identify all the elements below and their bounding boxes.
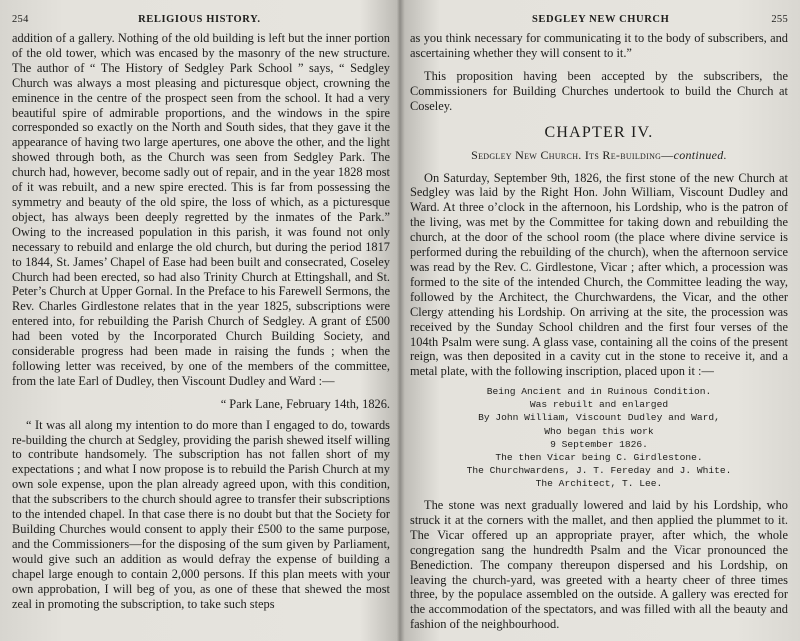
inscription-line: The Churchwardens, J. T. Fereday and J. White. (466, 464, 732, 476)
right-running-head (410, 14, 788, 25)
inscription-line: Was rebuilt and enlarged (529, 399, 669, 411)
inscription-line: Being Ancient and in Ruinous Condition. (486, 386, 712, 398)
inscription-block (410, 385, 788, 490)
left-running-head (12, 14, 390, 25)
inscription-line: The Architect, T. Lee. (535, 477, 663, 489)
inscription-line: Who began this work (544, 425, 654, 437)
chapter-subtitle-main: Sedgley New Church. Its Re-building— (471, 147, 674, 162)
right-paragraph-3: On Saturday, September 9th, 1826, the first stone of the new Church at Sedgley was laid by the Right Hon. John William, Viscount Dudley and Ward. At three o’clock in the afternoon, his Lordship, who is the patron of the living, was met by the Committee for taking down and rebuilding the church, at the door of the school room (the place where divine service is performed during the rebuilding of the church), when the afternoon service was read by the Rev. C. Girdlestone, Vicar ; after which, a procession was formed to the site of the intended Church, the Committee leading the way, followed by the Architect, the Churchwardens, the Vicar, and the other Clergy attending his Lordship. On arriving at the site, the procession was received by the Sunday School children and the first four verses of the 104th Psalm were sung. A glass vase, containing all the coins of the present reign, was then deposited in a cavity cut in the stone to receive it, and a metal plate, with the following inscription, placed upon it :— (410, 170, 788, 379)
right-paragraph-4: The stone was next gradually lowered and laid by his Lordship, who struck it at the corners with the mallet, and then applied the plummet to it. The Vicar offered up an appropriate prayer, after which, the whole congregation sang the hundredth Psalm and the Vicar pronounced the Benediction. The company thereupon dispersed and his Lordship, on leaving the church-yard, was greeted with a hearty cheer of three times three, by the populace assembled on the outside. A gallery was erected for the accommodation of the spectators, and was filled with all the beauty and fashion of the neighbourhood. (410, 497, 788, 632)
chapter-subtitle-italic: continued. (673, 147, 727, 162)
left-page-number: 254 (12, 14, 29, 25)
right-paragraph-2: This proposition having been accepted by the subscribers, the Commissioners for Building Churches undertook to build the Church at Coseley. (410, 68, 788, 113)
chapter-subtitle (410, 148, 788, 163)
letter-dateline: “ Park Lane, February 14th, 1826. (220, 396, 390, 411)
right-running-title: SEDGLEY NEW CHURCH (531, 14, 670, 25)
left-paragraph-2: “ It was all along my intention to do more than I engaged to do, towards re-building the church at Sedgley, providing the parish shewed itself willing to contribute handsomely. The subscription has not fallen short of my expectations ; and what I now propose is to rebuild the Parish Church at my own sole expense, upon the plan already agreed upon, with this condition, that the subscribers to the church should agree to transfer their subscriptions to the intended chapel. In that case there is no doubt but that the Society for Building Churches would consent to apply their £500 to the same purpose, and the Commissioners—for the disposing of the sum given by Parliament, would give such an addition as would defray the expense of building a chapel large enough to contain 2,000 persons. If this plan meets with your own approbation, I will beg of you, as one of these that shewed the most zeal in promoting the subscription, to take such steps (12, 417, 390, 611)
right-page-number: 255 (771, 14, 788, 25)
left-running-title: RELIGIOUS HISTORY. (138, 14, 261, 25)
left-page (12, 14, 390, 641)
inscription-line: The then Vicar being C. Girdlestone. (495, 451, 703, 463)
inscription-line: By John William, Viscount Dudley and Ward, (478, 412, 720, 424)
inscription-line: 9 September 1826. (550, 438, 648, 450)
left-paragraph-1: addition of a gallery. Nothing of the old building is left but the inner portion of the old tower, which was encased by the masonry of the new structure. The author of “ The History of Sedgley Park School ” says, “ Sedgley Church was always a most pleasing and picturesque object, crowning the eminence in the centre of the prospect seen from the school. It had a very beautiful spire of admirable proportions, and the windows in the spire corresponded so exactly on the North and South sides, that they gave it the appearance of having two large apertures, one above the other, and the light showed through both, as the Church was seen from Sedgley Park. The church had, however, become sadly out of repair, and in the year 1828 most of it was rebuilt, and a new spire erected. This is far from possessing the symmetry and beauty of the old spire, the loss of which, as a picturesque object, has always been deeply regretted by the inmates of the Park.” Owing to the increased population in this parish, it was found not only necessary to rebuild and enlarge the old church, but during the period 1817 to 1844, St. James’ Chapel of Ease had been built and consecrated, Coseley Church had been erected, so had also Trinity Church at Ettingshall, and St. Peter’s Church at Upper Gornal. In the Preface to his Farewell Sermons, the Rev. Charles Girdlestone relates that in the year 1825, subscriptions were entered into, for rebuilding the Parish Church of Sedgley. A grant of £500 had been voted by the Incorporated Church Building Society, and considerable progress had been made in raising the funds ; when the following letter was received, by one of the members of the committee, from the late Earl of Dudley, then Viscount Dudley and Ward :— (12, 31, 390, 388)
right-page (410, 14, 788, 641)
chapter-title: CHAPTER IV. (544, 123, 654, 141)
right-paragraph-1: as you think necessary for communicating it to the body of subscribers, and ascertaining whether they will consent to it.” (410, 31, 788, 60)
